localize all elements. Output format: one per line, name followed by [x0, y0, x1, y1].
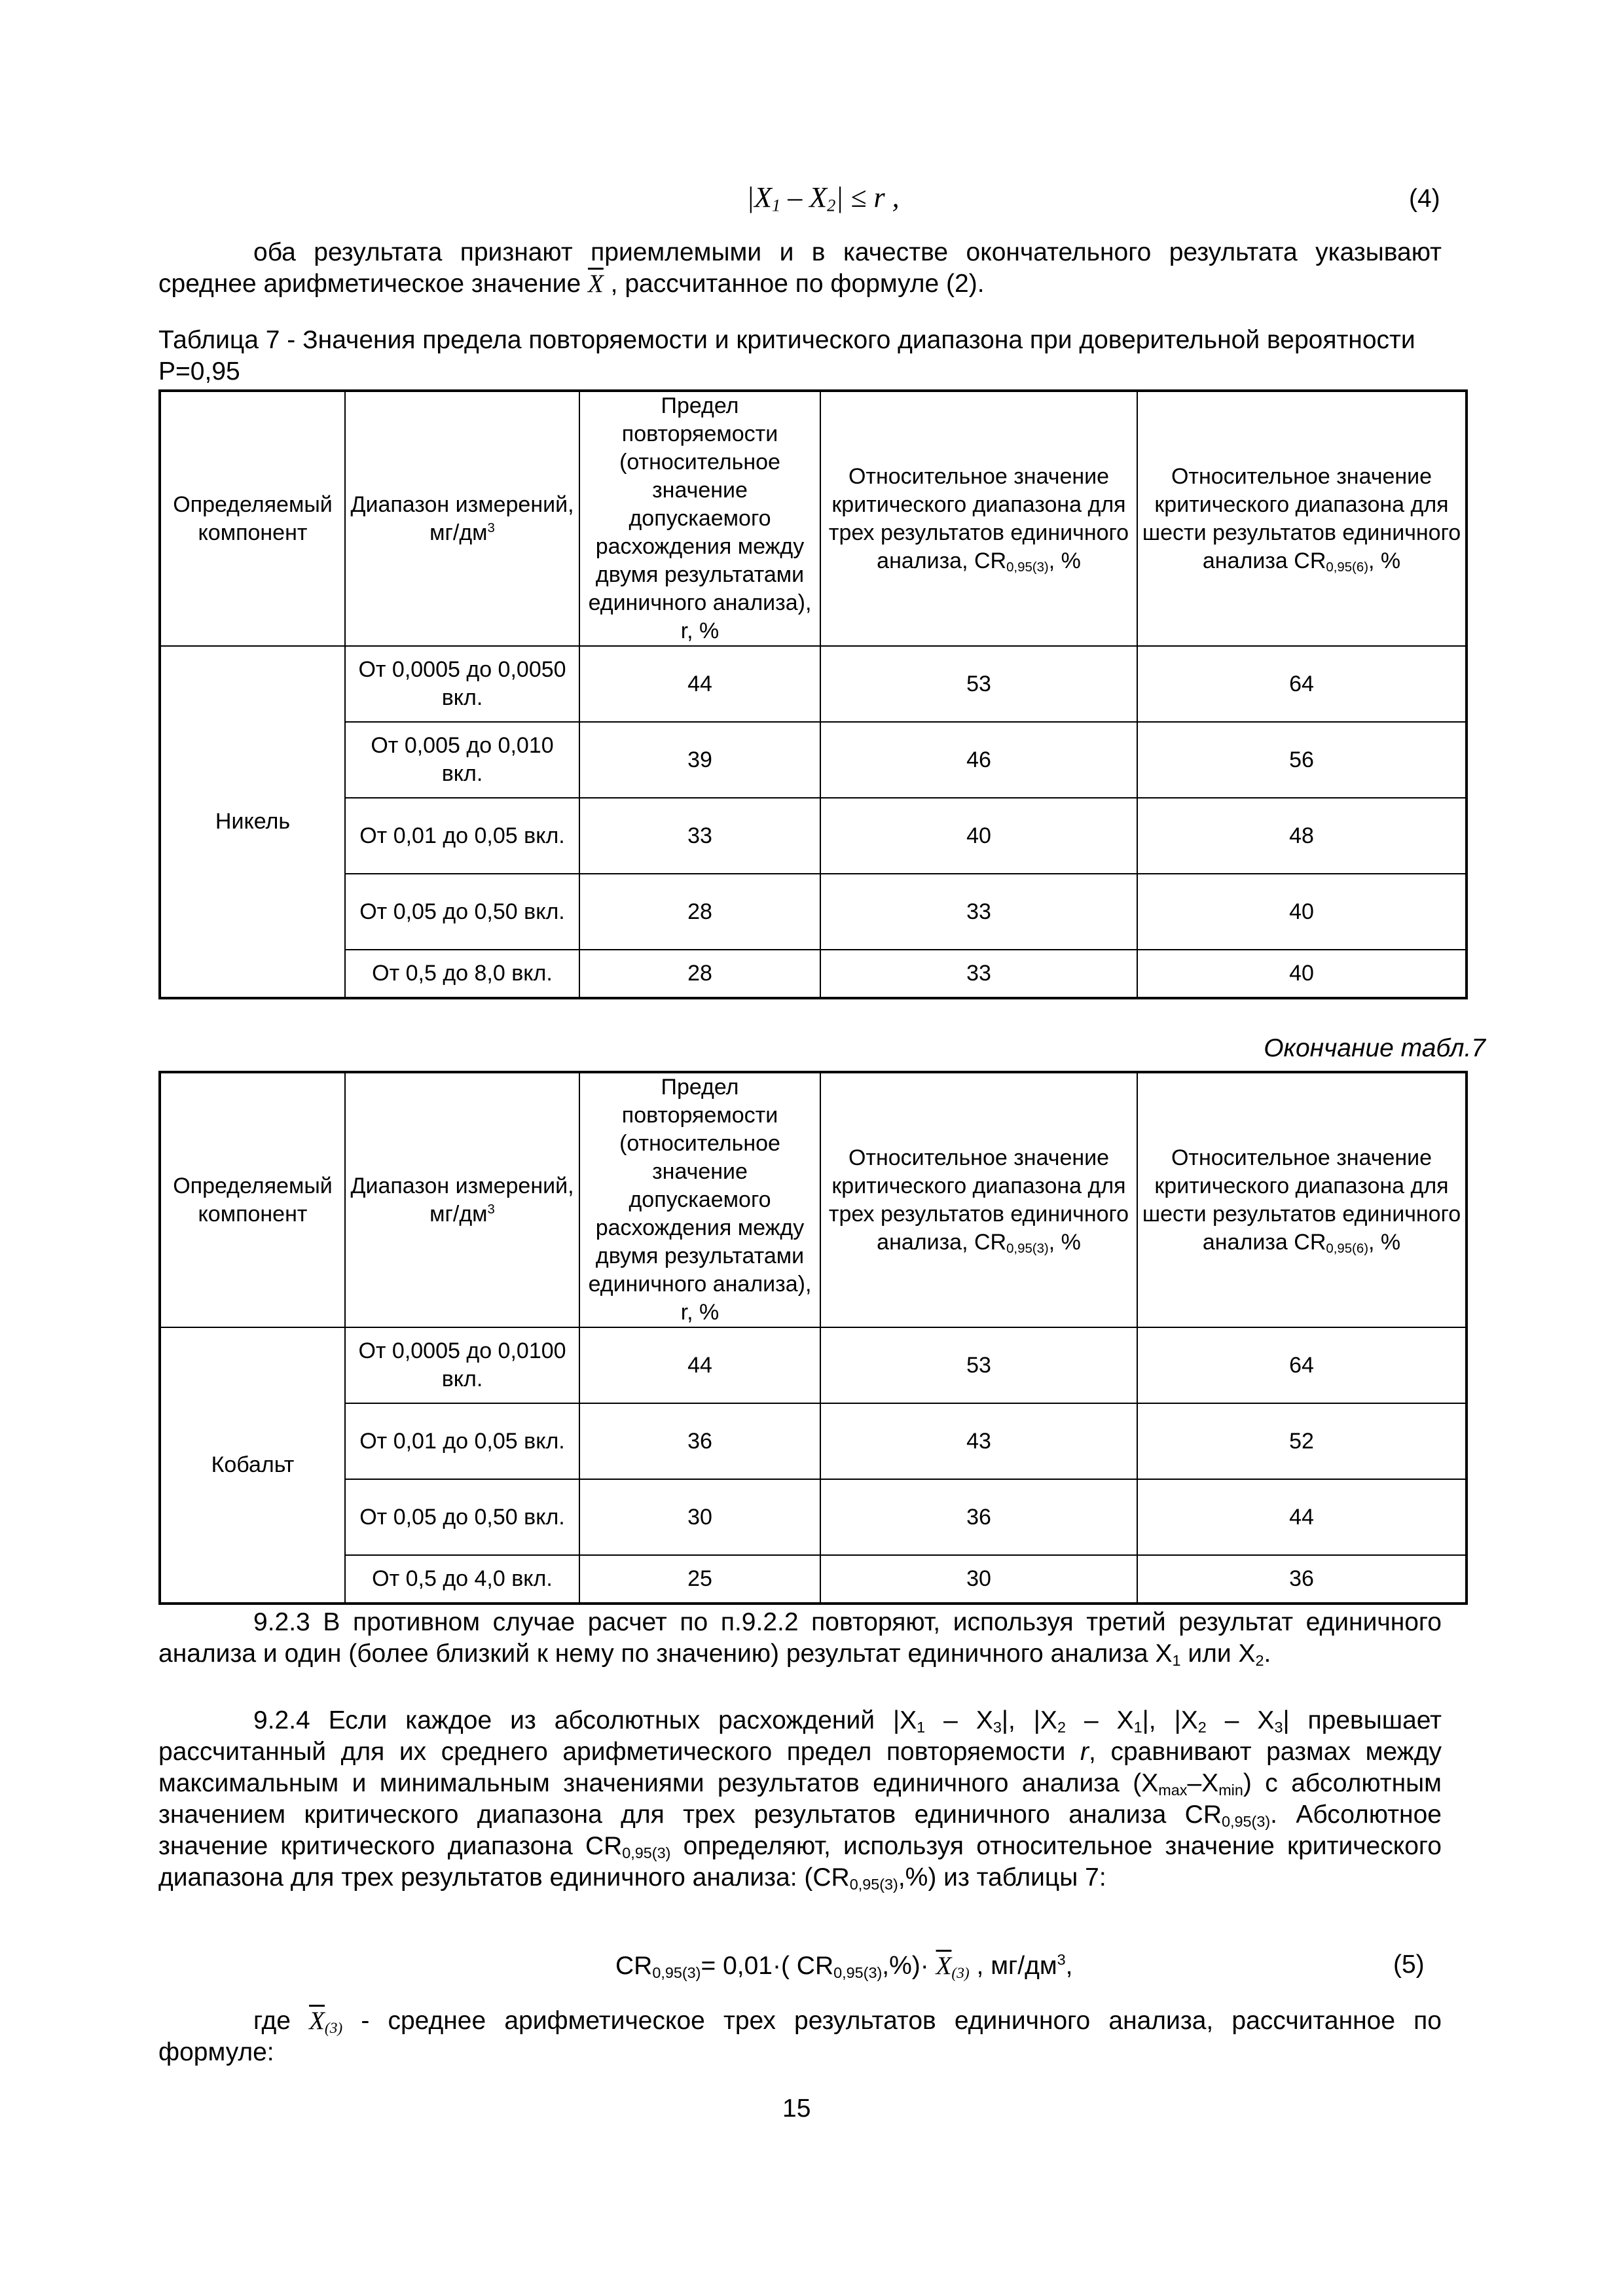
- sup: 3: [487, 520, 495, 535]
- sub: 1: [1172, 1651, 1181, 1669]
- text: где: [253, 2007, 310, 2035]
- text: |, |X: [1001, 1706, 1057, 1734]
- text: , %: [1368, 548, 1401, 573]
- cr3-cell: 53: [820, 646, 1137, 722]
- paragraph-9-2-4: [158, 1705, 1442, 1893]
- paragraph-result: [158, 237, 1442, 300]
- header-repeatability: Предел повторяемости (относительное значение допускаемого расхождения между двумя результатами единичного анализа), r, %: [579, 391, 820, 646]
- text: , %: [1048, 1229, 1081, 1255]
- text: ,%)·: [882, 1952, 936, 1980]
- paragraph-9-2-3: [158, 1607, 1442, 1670]
- minus: –: [780, 181, 810, 213]
- cr6-cell: 64: [1137, 1327, 1467, 1403]
- page-number: 15: [782, 2094, 811, 2123]
- x-bar-symbol: $\overline{X}$: [309, 2007, 325, 2035]
- sup: 3: [487, 1202, 495, 1217]
- cr3-cell: 46: [820, 722, 1137, 798]
- component-nickel: Никель: [160, 646, 345, 998]
- range-cell: От 0,05 до 0,50 вкл.: [345, 1479, 579, 1555]
- sub: 3: [993, 1718, 1002, 1736]
- equation-number-4: (4): [1409, 185, 1440, 213]
- text: ) с абсолютным значением критического диапазона для трех результатов единичного анализа CR: [158, 1769, 1442, 1829]
- r-cell: 28: [579, 950, 820, 998]
- text: – X: [1206, 1706, 1275, 1734]
- table-row: [160, 950, 1467, 998]
- table-7-nickel: [158, 389, 1468, 999]
- text: . Абсолютное значение критического диапазона CR: [158, 1801, 1442, 1860]
- sub: 0,95(3): [622, 1844, 671, 1861]
- var-x1: X: [754, 181, 772, 213]
- text: CR: [615, 1952, 653, 1980]
- r-cell: 39: [579, 722, 820, 798]
- table-row: [160, 722, 1467, 798]
- header-cr3: [820, 1072, 1137, 1327]
- sub: 1: [1133, 1718, 1142, 1736]
- text: 9.2.4 Если каждое из абсолютных расхождений |X: [253, 1706, 917, 1734]
- cr3-cell: 33: [820, 950, 1137, 998]
- text: , сравнивают размах между максимальным и минимальным значениями результатов единичного анализа (X: [158, 1738, 1442, 1797]
- table-row: [160, 1327, 1467, 1403]
- text: , мг/дм: [969, 1952, 1057, 1980]
- range-cell: От 0,05 до 0,50 вкл.: [345, 874, 579, 950]
- var-x2: X: [809, 181, 828, 213]
- paragraph-where: [158, 2005, 1442, 2068]
- cr3-cell: 53: [820, 1327, 1137, 1403]
- r-symbol: r: [1080, 1738, 1089, 1766]
- sub: 2: [1197, 1718, 1207, 1736]
- text: , рассчитанное по формуле (2).: [603, 270, 985, 298]
- sub: 0,95(3): [833, 1964, 883, 1981]
- equation-number-5: (5): [1393, 1950, 1425, 1979]
- table-caption: Таблица 7 - Значения предела повторяемости и критического диапазона при доверительной вероятности Р=0,95: [158, 326, 1415, 386]
- header-component: Определяемый компонент: [160, 1072, 345, 1327]
- cr6-cell: 36: [1137, 1555, 1467, 1604]
- r-cell: 44: [579, 646, 820, 722]
- sub: (3): [324, 2019, 343, 2037]
- relation: | ≤ r ,: [835, 181, 900, 213]
- x-bar-symbol: $\overline{X}$: [936, 1952, 952, 1980]
- sub: max: [1158, 1781, 1188, 1799]
- table-row: [160, 1403, 1467, 1479]
- cr3-cell: 33: [820, 874, 1137, 950]
- component-cobalt: Кобальт: [160, 1327, 345, 1604]
- table-row: [160, 1479, 1467, 1555]
- text: – X: [1065, 1706, 1134, 1734]
- range-cell: От 0,01 до 0,05 вкл.: [345, 798, 579, 874]
- text: , %: [1368, 1229, 1401, 1255]
- formula-4: [746, 181, 900, 214]
- text: оба результата признают приемлемыми и в качестве окончательного результата указывают среднее арифметическое значение: [158, 238, 1442, 298]
- table-7-cobalt: [158, 1071, 1468, 1605]
- cr6-cell: 56: [1137, 722, 1467, 798]
- cr6-cell: 44: [1137, 1479, 1467, 1555]
- header-cr6: [1137, 391, 1467, 646]
- sub: 0,95(3): [1006, 1241, 1049, 1256]
- sub: 0,95(3): [652, 1964, 701, 1981]
- formula-5: [615, 1950, 1073, 1982]
- header-cr3: [820, 391, 1137, 646]
- range-cell: От 0,0005 до 0,0050 вкл.: [345, 646, 579, 722]
- cr6-cell: 52: [1137, 1403, 1467, 1479]
- r-cell: 33: [579, 798, 820, 874]
- x-bar-symbol: $\overline{X}$: [587, 270, 604, 298]
- table-row: [160, 874, 1467, 950]
- cr3-cell: 36: [820, 1479, 1137, 1555]
- cr6-cell: 40: [1137, 950, 1467, 998]
- sub: 0,95(6): [1326, 560, 1368, 575]
- sub: 2: [1057, 1718, 1066, 1736]
- cr6-cell: 40: [1137, 874, 1467, 950]
- sub: 0,95(3): [849, 1875, 898, 1893]
- text: .: [1264, 1640, 1271, 1668]
- text: ,: [1065, 1952, 1073, 1980]
- index: 2: [827, 195, 836, 215]
- cr6-cell: 64: [1137, 646, 1467, 722]
- text: –X: [1187, 1769, 1219, 1797]
- header-range: [345, 391, 579, 646]
- text: = 0,01·( CR: [701, 1952, 834, 1980]
- table-row: [160, 798, 1467, 874]
- sub: 0,95(3): [1222, 1812, 1271, 1830]
- sub: 3: [1274, 1718, 1283, 1736]
- range-cell: От 0,0005 до 0,0100 вкл.: [345, 1327, 579, 1403]
- sub: min: [1218, 1781, 1243, 1799]
- table-continuation-label: Окончание табл.7: [1264, 1034, 1486, 1062]
- sub: 1: [917, 1718, 926, 1736]
- header-component: Определяемый компонент: [160, 391, 345, 646]
- range-cell: От 0,01 до 0,05 вкл.: [345, 1403, 579, 1479]
- table-row: [160, 1555, 1467, 1604]
- cr6-cell: 48: [1137, 798, 1467, 874]
- r-cell: 30: [579, 1479, 820, 1555]
- text: 9.2.3 В противном случае расчет по п.9.2.2 повторяют, используя третий результат единичного анализа и один (более близкий к нему по значению) результат единичного анализа X: [158, 1608, 1442, 1668]
- header-cr6: [1137, 1072, 1467, 1327]
- text: Относительное значение критического диапазона для трех результатов единичного анализа, CR: [828, 463, 1129, 573]
- header-range: [345, 1072, 579, 1327]
- range-cell: От 0,5 до 4,0 вкл.: [345, 1555, 579, 1604]
- r-cell: 25: [579, 1555, 820, 1604]
- cr3-cell: 43: [820, 1403, 1137, 1479]
- index: 1: [772, 195, 781, 215]
- text: Относительное значение критического диапазона для шести результатов единичного анализа CR: [1142, 463, 1461, 573]
- text: Относительное значение критического диапазона для шести результатов единичного анализа CR: [1142, 1145, 1461, 1255]
- text: или X: [1180, 1640, 1256, 1668]
- text: – X: [925, 1706, 993, 1734]
- r-cell: 36: [579, 1403, 820, 1479]
- sub: 0,95(6): [1326, 1241, 1368, 1256]
- text: Диапазон измерений, мг/дм: [350, 1173, 574, 1227]
- sup: 3: [1057, 1950, 1066, 1968]
- text: определяют, используя относительное значение критического диапазона для трех результатов единичного анализа: (CR: [158, 1832, 1442, 1892]
- text: ,%) из таблицы 7:: [898, 1863, 1106, 1892]
- abs-bar: |: [746, 181, 755, 213]
- text: - среднее арифметическое трех результатов единичного анализа, рассчитанное по формуле:: [158, 2007, 1442, 2066]
- range-cell: От 0,005 до 0,010 вкл.: [345, 722, 579, 798]
- text: Относительное значение критического диапазона для трех результатов единичного анализа, CR: [828, 1145, 1129, 1255]
- sub: 2: [1255, 1651, 1264, 1669]
- sub: (3): [951, 1964, 970, 1982]
- range-cell: От 0,5 до 8,0 вкл.: [345, 950, 579, 998]
- text: |, |X: [1142, 1706, 1198, 1734]
- cr3-cell: 40: [820, 798, 1137, 874]
- table-row: [160, 646, 1467, 722]
- text: Диапазон измерений, мг/дм: [350, 492, 574, 545]
- r-cell: 28: [579, 874, 820, 950]
- text: | превышает рассчитанный для их среднего арифметического предел повторяемости: [158, 1706, 1442, 1766]
- r-cell: 44: [579, 1327, 820, 1403]
- text: , %: [1048, 548, 1081, 573]
- cr3-cell: 30: [820, 1555, 1137, 1604]
- sub: 0,95(3): [1006, 560, 1049, 575]
- header-repeatability: Предел повторяемости (относительное значение допускаемого расхождения между двумя результатами единичного анализа), r, %: [579, 1072, 820, 1327]
